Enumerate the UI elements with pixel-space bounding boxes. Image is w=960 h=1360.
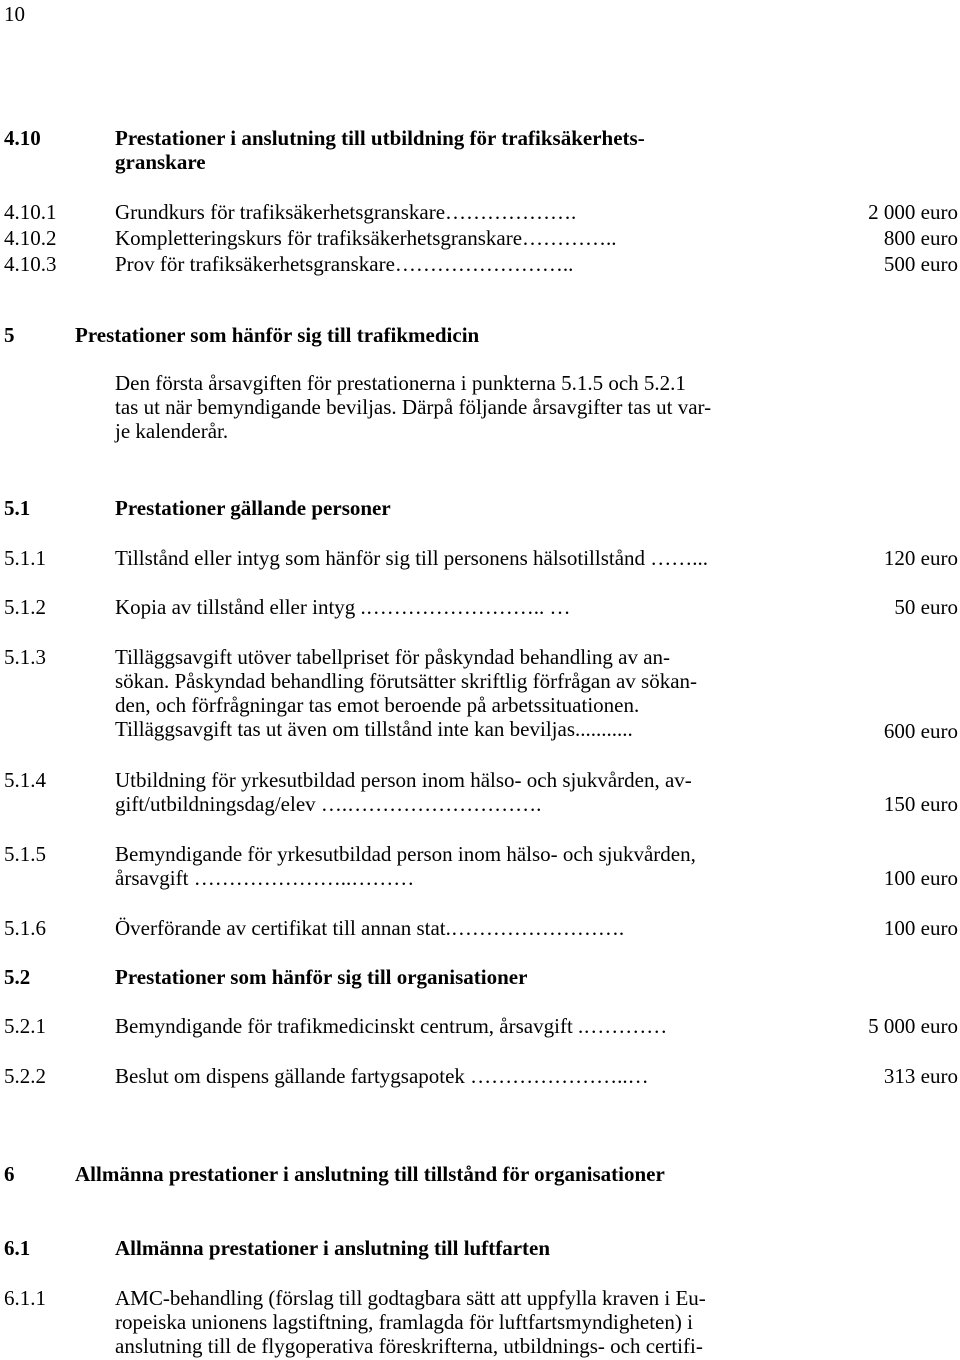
item-5-1-3-number: 5.1.3 (4, 645, 46, 669)
section-5-intro-line-1: Den första årsavgiften för prestationerna i punkterna 5.1.5 och 5.2.1 (115, 371, 686, 395)
item-5-1-1-price: 120 euro (883, 546, 958, 570)
section-5-2-title: Prestationer som hänför sig till organisationer (115, 965, 528, 989)
item-4-10-2-price: 800 euro (883, 226, 958, 250)
section-5-1-number: 5.1 (4, 496, 31, 520)
item-5-1-3-text (115, 645, 815, 741)
item-5-1-5-text (115, 842, 815, 890)
item-6-1-1-number: 6.1.1 (4, 1286, 46, 1310)
item-5-2-1-price: 5 000 euro (868, 1014, 958, 1038)
section-4-10-title-line-2: granskare (115, 150, 206, 174)
item-6-1-1-line-2: ropeiska unionens lagstiftning, framlagda för luftfartsmyndigheten) i (115, 1310, 693, 1334)
section-6-1-number: 6.1 (4, 1236, 31, 1260)
item-5-1-4-price: 150 euro (883, 792, 958, 816)
item-6-1-1-line-1: AMC-behandling (förslag till godtagbara sätt att uppfylla kraven i Eu- (115, 1286, 706, 1310)
item-5-1-4-number: 5.1.4 (4, 768, 46, 792)
item-5-1-5-price: 100 euro (883, 866, 958, 890)
item-4-10-2-text: Kompletteringskurs för trafiksäkerhetsgranskare………….. (115, 226, 617, 250)
section-5-2-number: 5.2 (4, 965, 31, 989)
item-5-2-2-price: 313 euro (883, 1064, 958, 1088)
item-5-1-5-number: 5.1.5 (4, 842, 46, 866)
section-4-10-title-line-1: Prestationer i anslutning till utbildning för trafiksäkerhets- (115, 126, 645, 150)
item-5-1-2-number: 5.1.2 (4, 595, 46, 619)
item-5-1-3-line-2: sökan. Påskyndad behandling förutsätter skriftlig förfrågan av sökan- (115, 669, 698, 693)
section-5-intro-line-2: tas ut när bemyndigande beviljas. Därpå följande årsavgifter tas ut var- (115, 395, 712, 419)
section-5-number: 5 (4, 323, 15, 347)
section-5-intro-line-3: je kalenderår. (115, 419, 229, 443)
item-6-1-1-line-3: anslutning till de flygoperativa föreskrifterna, utbildnings- och certifi- (115, 1334, 703, 1358)
item-5-1-6-text: Överförande av certifikat till annan stat.……………………. (115, 916, 625, 940)
item-5-2-2-text: Beslut om dispens gällande fartygsapotek …………………..… (115, 1064, 649, 1088)
page-number: 10 (4, 2, 25, 26)
item-6-1-1-text (115, 1286, 815, 1358)
item-4-10-3-number: 4.10.3 (4, 252, 57, 276)
item-4-10-1-price: 2 000 euro (868, 200, 958, 224)
item-4-10-3-price: 500 euro (883, 252, 958, 276)
item-5-2-2-number: 5.2.2 (4, 1064, 46, 1088)
item-4-10-2-number: 4.10.2 (4, 226, 57, 250)
item-5-1-4-text (115, 768, 815, 816)
item-5-1-2-price: 50 euro (894, 595, 958, 619)
section-6-number: 6 (4, 1162, 15, 1186)
section-5-intro (115, 371, 815, 443)
item-5-1-2-text: Kopia av tillstånd eller intyg .…………………….. … (115, 595, 571, 619)
item-4-10-1-number: 4.10.1 (4, 200, 57, 224)
item-5-1-6-price: 100 euro (883, 916, 958, 940)
section-5-1-title: Prestationer gällande personer (115, 496, 391, 520)
item-5-1-3-line-1: Tilläggsavgift utöver tabellpriset för påskyndad behandling av an- (115, 645, 671, 669)
item-4-10-1-text: Grundkurs för trafiksäkerhetsgranskare………………. (115, 200, 577, 224)
item-5-2-1-text: Bemyndigande för trafikmedicinskt centrum, årsavgift .………… (115, 1014, 668, 1038)
item-5-1-1-text: Tillstånd eller intyg som hänför sig till personens hälsotillstånd ……... (115, 546, 709, 570)
item-5-2-1-number: 5.2.1 (4, 1014, 46, 1038)
item-5-1-3-price: 600 euro (883, 719, 958, 743)
item-5-1-4-line-2: gift/utbildningsdag/elev ….………………………. (115, 792, 542, 816)
item-5-1-3-line-4: Tilläggsavgift tas ut även om tillstånd inte kan beviljas........... (115, 717, 633, 741)
item-5-1-5-line-1: Bemyndigande för yrkesutbildad person inom hälso- och sjukvården, (115, 842, 696, 866)
section-5-title: Prestationer som hänför sig till trafikmedicin (75, 323, 480, 347)
item-5-1-1-number: 5.1.1 (4, 546, 46, 570)
section-6-title: Allmänna prestationer i anslutning till tillstånd för organisationer (75, 1162, 665, 1186)
section-4-10-title (115, 126, 815, 174)
item-5-1-3-line-3: den, och förfrågningar tas emot beroende på arbetssituationen. (115, 693, 640, 717)
section-4-10-number: 4.10 (4, 126, 41, 150)
section-6-1-title: Allmänna prestationer i anslutning till luftfarten (115, 1236, 551, 1260)
item-4-10-3-text: Prov för trafiksäkerhetsgranskare…………………….. (115, 252, 574, 276)
item-5-1-5-line-2: årsavgift …………………..……… (115, 866, 415, 890)
item-5-1-6-number: 5.1.6 (4, 916, 46, 940)
item-5-1-4-line-1: Utbildning för yrkesutbildad person inom hälso- och sjukvården, av- (115, 768, 692, 792)
